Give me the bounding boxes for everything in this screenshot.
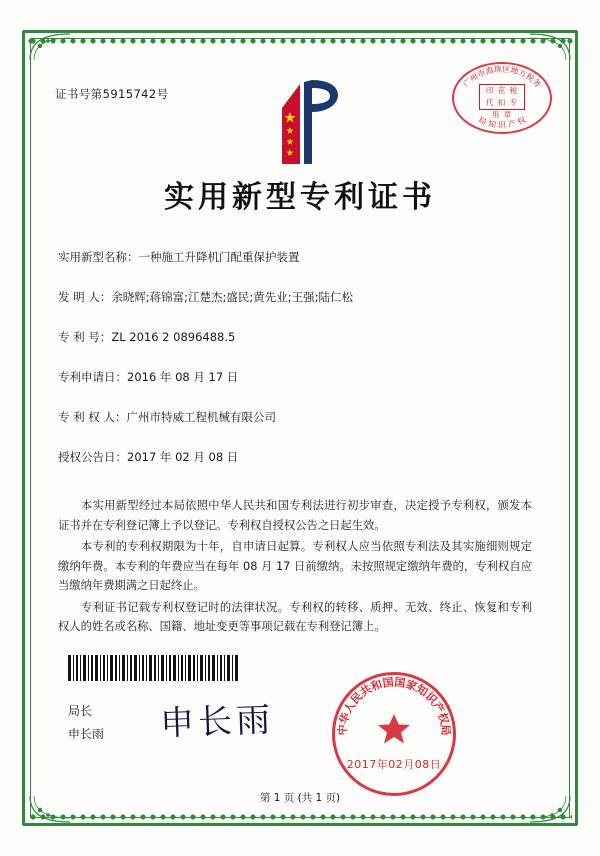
barcode xyxy=(68,655,238,681)
field-value: 2017 年 02 月 08 日 xyxy=(127,450,239,464)
tax-seal-arc-bottom: 局 知 识 产 权 xyxy=(476,115,528,130)
border-pattern-top xyxy=(28,36,572,45)
seal-date: 2017年02月08日 xyxy=(346,758,442,771)
official-seal xyxy=(332,672,456,796)
field-inventors xyxy=(58,288,528,306)
field-value: 一种施工升降机门配重保护装置 xyxy=(138,250,300,264)
field-value: ZL 2016 2 0896488.5 xyxy=(111,330,236,344)
body-paragraph: 本实用新型经过本局依照中华人民共和国专利法进行初步审查，决定授予专利权，颁发本证书并在专利登记簿上予以登记。专利权自授权公告之日起生效。 xyxy=(58,499,532,532)
corner-ornament-icon xyxy=(528,32,572,62)
corner-ornament-icon xyxy=(28,32,72,62)
field-value: 2016 年 08 月 17 日 xyxy=(127,370,239,384)
body-text xyxy=(58,496,532,639)
director-label: 局长 xyxy=(68,704,93,718)
field-label: 实用新型名称： xyxy=(58,250,139,264)
border-pattern-bottom xyxy=(28,812,572,821)
director-block xyxy=(68,700,104,746)
body-paragraph: 本专利的专利权期限为十年，自申请日起算。专利权人应当依照专利法及其实施细则规定缴纳年费。本专利的年费应当在每年 08 月 17 日前缴纳。未按照规定缴纳年费的，专利权自应当缴纳年费期满之日起终止。 xyxy=(58,540,532,592)
field-label: 专 利 号： xyxy=(58,330,112,344)
seal-arc-text: 中华人民共和国国家知识产权局 xyxy=(335,675,453,737)
patent-office-logo-icon xyxy=(252,78,348,164)
tax-seal-inner-box xyxy=(479,84,525,119)
tax-seal-line2: 代 扣 专 用 章 xyxy=(485,98,519,119)
border-pattern-left xyxy=(26,36,35,820)
tax-stamp-seal xyxy=(452,62,556,138)
field-value: 广州市特威工程机械有限公司 xyxy=(126,410,276,424)
field-utility-model-name xyxy=(58,248,528,266)
page-title: 实用新型专利证书 xyxy=(164,180,436,215)
page-footer: 第 1 页 (共 1 页) xyxy=(259,792,341,804)
field-announcement-date xyxy=(58,448,528,466)
field-label: 授权公告日： xyxy=(58,450,127,464)
border-pattern-right xyxy=(565,36,574,820)
field-label: 专利申请日： xyxy=(58,370,127,384)
handwritten-signature: 申长雨 xyxy=(159,700,275,744)
director-name: 申长雨 xyxy=(68,727,105,741)
tax-seal-arc-top: 广州市海珠区地方税务 xyxy=(461,64,543,90)
field-value: 余晓辉;蒋锦富;江楚杰;盛民;黄先业;王强;陆仁松 xyxy=(111,290,354,304)
field-application-date xyxy=(58,368,528,386)
tax-seal-line1: 印 花 税 xyxy=(485,86,519,95)
field-patentee xyxy=(58,408,528,426)
field-list xyxy=(58,248,528,488)
field-patent-number xyxy=(58,328,528,346)
field-label: 发 明 人： xyxy=(58,290,112,304)
field-label: 专 利 权 人： xyxy=(58,410,127,424)
body-paragraph: 专利证书记载专利权登记时的法律状况。专利权的转移、质押、无效、终止、恢复和专利权人的姓名或名称、国籍、地址变更等事项记载在专利登记簿上。 xyxy=(58,600,532,633)
certificate-number: 证书号第5915742号 xyxy=(55,87,169,101)
